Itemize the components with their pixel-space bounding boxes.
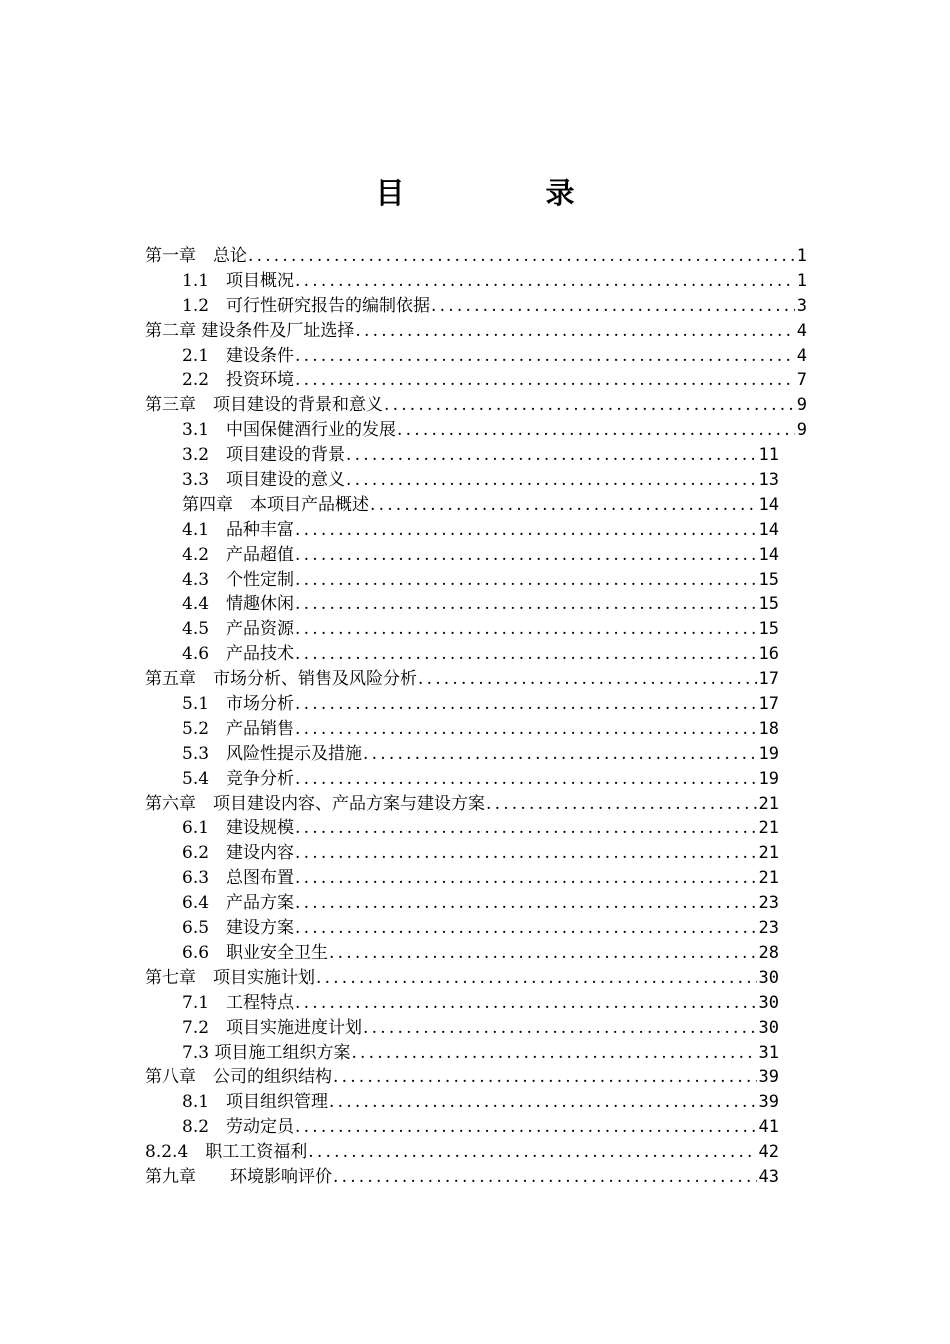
toc-entry-label: 2.1 建设条件 xyxy=(182,345,295,366)
toc-entry-label: 第五章 市场分析、销售及风险分析 xyxy=(145,669,417,690)
toc-entry-label: 8.2.4 职工工资福利 xyxy=(145,1142,308,1163)
toc-dot-leader xyxy=(295,642,756,667)
toc-entry-page-number: 23 xyxy=(758,918,779,939)
toc-dot-leader xyxy=(295,518,756,543)
toc-entry-page-number: 17 xyxy=(758,669,779,690)
toc-entry-page-number: 42 xyxy=(758,1142,779,1163)
toc-entry-page-number: 3 xyxy=(796,295,807,316)
toc-entry-label: 6.5 建设方案 xyxy=(182,918,295,939)
toc-entry-section[interactable] xyxy=(145,1090,779,1115)
toc-entry-page-number: 13 xyxy=(758,470,779,491)
toc-entry-page-number: 23 xyxy=(758,893,779,914)
toc-entry-section[interactable] xyxy=(145,617,779,642)
toc-entry-label: 7.1 工程特点 xyxy=(182,992,295,1013)
toc-entry-page-number: 14 xyxy=(758,544,779,565)
toc-entry-section[interactable] xyxy=(145,418,807,443)
toc-dot-leader xyxy=(295,816,756,841)
toc-entry-chapter[interactable] xyxy=(145,393,807,418)
toc-entry-section[interactable] xyxy=(145,1016,779,1041)
toc-entry-label: 7.3 项目施工组织方案 xyxy=(182,1042,351,1063)
toc-entry-section[interactable] xyxy=(145,692,779,717)
toc-dot-leader xyxy=(418,667,757,692)
toc-dot-leader xyxy=(295,568,756,593)
toc-entry-page-number: 15 xyxy=(758,594,779,615)
toc-dot-leader xyxy=(295,866,756,891)
toc-entry-page-number: 19 xyxy=(758,768,779,789)
toc-entry-page-number: 7 xyxy=(796,370,807,391)
toc-entry-label: 5.1 市场分析 xyxy=(182,694,295,715)
toc-entry-label: 1.2 可行性研究报告的编制依据 xyxy=(182,295,431,316)
toc-entry-section[interactable] xyxy=(145,866,779,891)
toc-entry-label: 第一章 总论 xyxy=(145,246,247,266)
toc-entry-page-number: 31 xyxy=(758,1042,779,1063)
toc-entry-section[interactable] xyxy=(145,518,779,543)
toc-entry-section[interactable] xyxy=(145,717,779,742)
toc-entry-page-number: 11 xyxy=(758,445,779,466)
toc-entry-page-number: 30 xyxy=(758,992,779,1013)
toc-entry-label: 第二章 建设条件及厂址选择 xyxy=(145,320,355,341)
toc-dot-leader xyxy=(363,742,756,767)
toc-entry-page-number: 4 xyxy=(796,345,807,366)
toc-entry-section[interactable] xyxy=(145,294,807,319)
toc-entry-page-number: 17 xyxy=(758,694,779,715)
toc-entry-page-number: 39 xyxy=(758,1092,779,1113)
toc-dot-leader xyxy=(295,767,756,792)
toc-entry-section[interactable] xyxy=(145,642,779,667)
toc-dot-leader xyxy=(351,1041,756,1066)
toc-dot-leader xyxy=(295,269,795,294)
toc-entry-label: 3.2 项目建设的背景 xyxy=(182,445,346,466)
toc-dot-leader xyxy=(295,692,756,717)
toc-entry-section[interactable] xyxy=(145,816,779,841)
toc-entry-chapter[interactable] xyxy=(145,1065,779,1090)
toc-dot-leader xyxy=(346,468,756,493)
toc-entry-section[interactable] xyxy=(145,493,779,518)
toc-entry-label: 第八章 公司的组织结构 xyxy=(145,1067,332,1088)
toc-entry-section[interactable] xyxy=(145,568,779,593)
toc-entry-label: 第三章 项目建设的背景和意义 xyxy=(145,395,383,416)
toc-dot-leader xyxy=(295,717,756,742)
toc-dot-leader xyxy=(329,941,756,966)
toc-dot-leader xyxy=(295,368,795,393)
toc-entry-label: 4.3 个性定制 xyxy=(182,569,295,590)
toc-entry-page-number: 28 xyxy=(758,942,779,963)
toc-entry-page-number: 15 xyxy=(758,619,779,640)
toc-entry-label: 8.2 劳动定员 xyxy=(182,1117,295,1138)
toc-entry-page-number: 30 xyxy=(758,1017,779,1038)
toc-entry-label: 第七章 项目实施计划 xyxy=(145,967,315,988)
toc-entry-section[interactable] xyxy=(145,543,779,568)
toc-dot-leader xyxy=(397,418,795,443)
toc-entry-page-number: 15 xyxy=(758,569,779,590)
toc-entry-label: 1.1 项目概况 xyxy=(182,270,295,291)
toc-entry-label: 5.4 竞争分析 xyxy=(182,768,295,789)
toc-entry-label: 5.2 产品销售 xyxy=(182,718,295,739)
toc-entry-chapter[interactable] xyxy=(145,1140,779,1165)
toc-entry-label: 第四章 本项目产品概述 xyxy=(182,494,369,515)
toc-entry-label: 2.2 投资环境 xyxy=(182,370,295,391)
toc-entry-label: 6.6 职业安全卫生 xyxy=(182,942,329,963)
toc-entry-page-number: 1 xyxy=(796,270,807,291)
toc-entry-page-number: 14 xyxy=(758,519,779,540)
toc-dot-leader xyxy=(384,393,795,418)
toc-entry-page-number: 14 xyxy=(758,494,779,515)
toc-entry-page-number: 41 xyxy=(758,1117,779,1138)
toc-entry-section[interactable] xyxy=(145,1115,779,1140)
toc-entry-chapter[interactable] xyxy=(145,319,807,344)
toc-entry-page-number: 16 xyxy=(758,644,779,665)
toc-entry-section[interactable] xyxy=(145,1041,779,1066)
toc-dot-leader xyxy=(295,344,795,369)
toc-entry-chapter[interactable] xyxy=(145,966,779,991)
toc-dot-leader xyxy=(295,841,756,866)
toc-entry-label: 4.2 产品超值 xyxy=(182,544,295,565)
toc-entry-label: 4.5 产品资源 xyxy=(182,619,295,640)
toc-dot-leader xyxy=(370,493,757,518)
toc-entry-section[interactable] xyxy=(145,368,807,393)
toc-entry-label: 6.2 建设内容 xyxy=(182,843,295,864)
toc-entry-page-number: 9 xyxy=(796,395,807,416)
toc-entry-label: 第九章 环境影响评价 xyxy=(145,1166,332,1187)
toc-entry-label: 5.3 风险性提示及措施 xyxy=(182,743,363,764)
toc-dot-leader xyxy=(431,294,795,319)
toc-entry-section[interactable] xyxy=(145,592,779,617)
toc-entry-section[interactable] xyxy=(145,916,779,941)
toc-dot-leader xyxy=(295,1115,756,1140)
toc-entry-chapter[interactable] xyxy=(145,244,807,269)
toc-dot-leader xyxy=(295,543,756,568)
toc-entry-section[interactable] xyxy=(145,891,779,916)
toc-entry-label: 4.6 产品技术 xyxy=(182,644,295,665)
toc-dot-leader xyxy=(295,592,756,617)
toc-entry-page-number: 21 xyxy=(758,818,779,839)
toc-entry-page-number: 18 xyxy=(758,718,779,739)
toc-entry-section[interactable] xyxy=(145,767,779,792)
toc-entry-label: 7.2 项目实施进度计划 xyxy=(182,1017,363,1038)
toc-entry-page-number: 43 xyxy=(758,1166,779,1187)
toc-entry-page-number: 21 xyxy=(758,868,779,889)
table-of-contents xyxy=(145,244,807,1190)
toc-dot-leader xyxy=(355,319,794,344)
toc-entry-label: 8.1 项目组织管理 xyxy=(182,1092,329,1113)
toc-entry-label: 6.1 建设规模 xyxy=(182,818,295,839)
toc-entry-page-number: 19 xyxy=(758,743,779,764)
toc-entry-page-number: 4 xyxy=(796,320,807,341)
toc-entry-label: 4.4 情趣休闲 xyxy=(182,594,295,615)
toc-entry-label: 3.3 项目建设的意义 xyxy=(182,470,346,491)
toc-dot-leader xyxy=(329,1090,756,1115)
toc-entry-label: 第六章 项目建设内容、产品方案与建设方案 xyxy=(145,793,485,814)
toc-dot-leader xyxy=(295,916,756,941)
toc-entry-page-number: 30 xyxy=(758,967,779,988)
toc-dot-leader xyxy=(308,1140,756,1165)
toc-dot-leader xyxy=(486,792,757,817)
toc-entry-label: 6.3 总图布置 xyxy=(182,868,295,889)
toc-entry-label: 6.4 产品方案 xyxy=(182,893,295,914)
toc-dot-leader xyxy=(295,991,756,1016)
toc-entry-section[interactable] xyxy=(145,269,807,294)
toc-dot-leader xyxy=(295,891,756,916)
page-title: 目 录 xyxy=(375,176,631,210)
toc-dot-leader xyxy=(248,244,795,269)
toc-dot-leader xyxy=(333,1165,757,1190)
toc-entry-page-number: 39 xyxy=(758,1067,779,1088)
toc-entry-chapter[interactable] xyxy=(145,1165,779,1190)
toc-entry-section[interactable] xyxy=(145,468,779,493)
toc-entry-label: 4.1 品种丰富 xyxy=(182,519,295,540)
toc-entry-section[interactable] xyxy=(145,841,779,866)
toc-entry-page-number: 1 xyxy=(796,246,807,266)
toc-entry-section[interactable] xyxy=(145,991,779,1016)
toc-dot-leader xyxy=(316,966,757,991)
toc-entry-section[interactable] xyxy=(145,941,779,966)
toc-dot-leader xyxy=(363,1016,756,1041)
toc-entry-page-number: 21 xyxy=(758,793,779,814)
toc-dot-leader xyxy=(346,443,756,468)
toc-dot-leader xyxy=(295,617,756,642)
toc-entry-page-number: 9 xyxy=(796,420,807,441)
toc-entry-section[interactable] xyxy=(145,742,779,767)
toc-entry-section[interactable] xyxy=(145,443,779,468)
toc-entry-label: 3.1 中国保健酒行业的发展 xyxy=(182,420,397,441)
toc-entry-page-number: 21 xyxy=(758,843,779,864)
toc-entry-chapter[interactable] xyxy=(145,667,779,692)
toc-entry-chapter[interactable] xyxy=(145,792,779,817)
toc-dot-leader xyxy=(333,1065,757,1090)
toc-entry-section[interactable] xyxy=(145,344,807,369)
